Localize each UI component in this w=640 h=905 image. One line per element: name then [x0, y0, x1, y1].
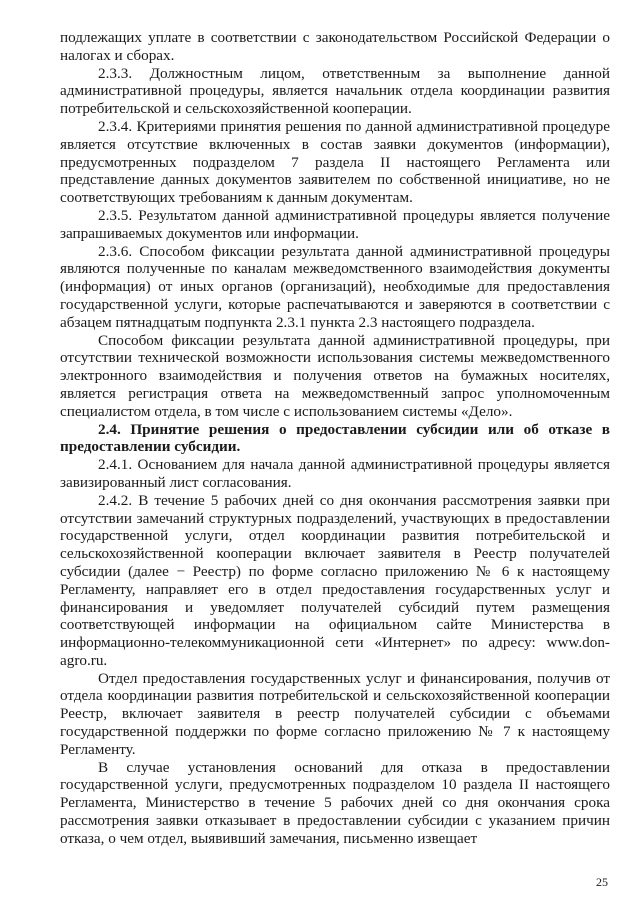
section-heading-2-4: 2.4. Принятие решения о предоставлении субсидии или об отказе в предоставлении субсидии.: [60, 420, 610, 456]
paragraph-2-4-2: 2.4.2. В течение 5 рабочих дней со дня окончания рассмотрения заявки при отсутствии замечаний структурных подразделений, участвующих в предоставлении государственной услуги, отдел координации развития потребительской и сельскохозяйственной кооперации включает заявителя в Реестр получателей субсидии (далее − Реестр) по форме согласно приложению № 6 к настоящему Регламенту, направляет его в отдел предоставления государственных услуг и финансирования и уведомляет получателей субсидий путем размещения соответствующей информации на официальном сайте Министерства в информационно-телекоммуникационной сети «Интернет» по адресу: www.don-agro.ru.: [60, 491, 610, 669]
paragraph-2-3-3: 2.3.3. Должностным лицом, ответственным за выполнение данной административной процедуры, является начальник отдела координации развития потребительской и сельскохозяйственной кооперации.: [60, 64, 610, 118]
paragraph-2-4-1: 2.4.1. Основанием для начала данной административной процедуры является завизированный лист согласования.: [60, 456, 610, 491]
paragraph-fixation-method: Способом фиксации результата данной административной процедуры, при отсутствии технической возможности использования системы межведомственного электронного взаимодействия и получения ответов на бумажных носителях, является регистрация ответа на межведомственный запрос уполномоченным специалистом отдела, в том числе с использованием системы «Дело».: [60, 331, 610, 420]
paragraph-2-3-4: 2.3.4. Критериями принятия решения по данной административной процедуре является отсутствие включенных в состав заявки документов (информации), предусмотренных подразделом 7 раздела II настоящего Регламента или представление данных документов заявителем по собственной инициативе, но не соответствующих требованиям к данным документам.: [60, 117, 610, 207]
paragraph-refusal: В случае установления оснований для отказа в предоставлении государственной услуги, предусмотренных подразделом 10 раздела II настоящего Регламента, Министерство в течение 5 рабочих дней со дня окончания срока рассмотрения заявки отказывает в предоставлении субсидии с указанием причин отказа, о чем отдел, выявивший замечания, письменно извещает: [60, 758, 610, 847]
paragraph-continuation: подлежащих уплате в соответствии с законодательством Российской Федерации о налогах и сборах.: [60, 29, 610, 64]
paragraph-2-3-5: 2.3.5. Результатом данной административной процедуры является получение запрашиваемых документов или информации.: [60, 206, 610, 242]
page-number: 25: [596, 875, 608, 889]
document-page: [60, 29, 610, 848]
paragraph-finance-department: Отдел предоставления государственных услуг и финансирования, получив от отдела координации развития потребительской и сельскохозяйственной кооперации Реестр, включает заявителя в реестр получателей субсидии с объемами государственной поддержки по форме согласно приложению № 7 к настоящему Регламенту.: [60, 669, 610, 758]
paragraph-2-3-6: 2.3.6. Способом фиксации результата данной административной процедуры являются полученные по каналам межведомственного взаимодействия документы (информация) от иных органов (организаций), необходимые для предоставления государственной услуги, которые распечатываются и заверяются в соответствии с абзацем пятнадцатым подпункта 2.3.1 пункта 2.3 настоящего подраздела.: [60, 242, 610, 331]
